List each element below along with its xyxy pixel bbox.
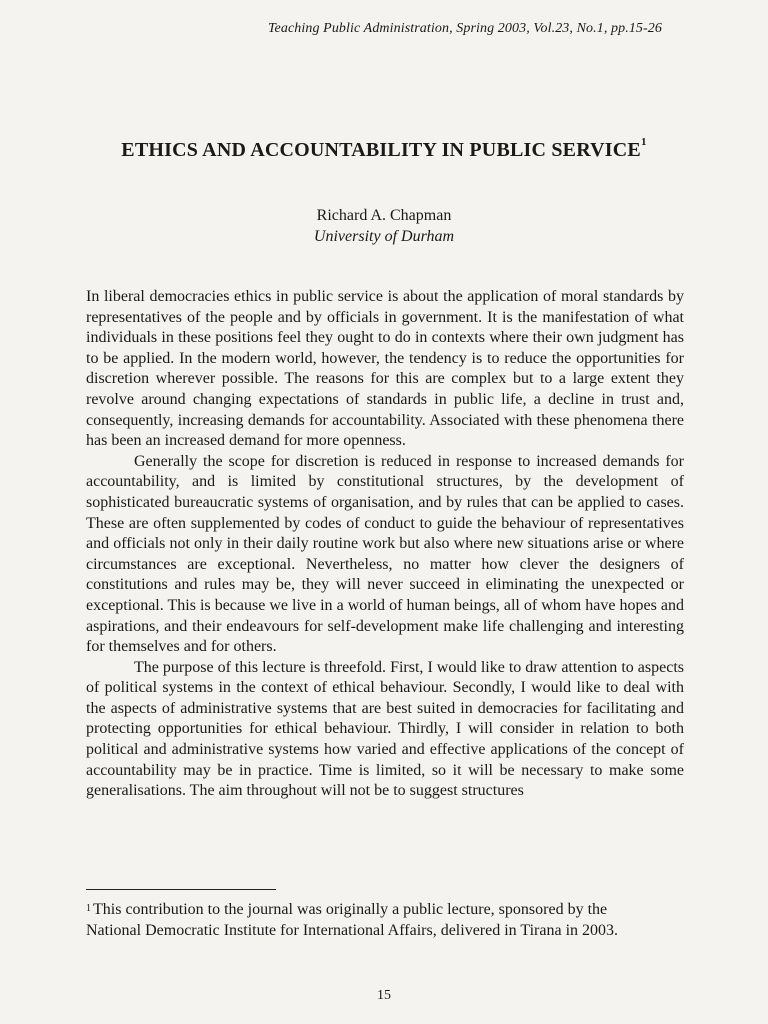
paragraph: The purpose of this lecture is threefold. First, I would like to draw attention to aspects of political systems in the context of ethical behaviour. Secondly, I would like to deal with the aspects of administrative systems that are best suited in democracies for facilitating and protecting opportunities for ethical behaviour. Thirdly, I will consider in relation to both political and administrative systems how varied and effective applications of the concept of accountability may be in practice. Time is limited, so it will be necessary to make some generalisations. The aim throughout will not be to suggest structures: [86, 658, 684, 800]
author-name: Richard A. Chapman: [316, 207, 452, 224]
footnote: [86, 899, 666, 941]
running-header: Teaching Public Administration, Spring 2003, Vol.23, No.1, pp.15-26: [267, 21, 662, 36]
body-text: [86, 287, 684, 802]
article-title-text: ETHICS AND ACCOUNTABILITY IN PUBLIC SERVICE: [121, 139, 641, 161]
title-footnote-marker[interactable]: 1: [640, 136, 647, 148]
author-block: [0, 205, 768, 247]
page-number: 15: [377, 988, 391, 1003]
article-title: [0, 136, 768, 162]
footnote-text: This contribution to the journal was originally a public lecture, sponsored by the National Democratic Institute for International Affairs, delivered in Tirana in 2003.: [86, 901, 619, 939]
paragraph: Generally the scope for discretion is reduced in response to increased demands for accountability, and is limited by constitutional structures, by the development of sophisticated bureaucratic systems of organisation, and by rules that can be applied to cases. These are often supplemented by codes of conduct to guide the behaviour of representatives and officials not only in their daily routine work but also where new situations arise or where circumstances are exceptional. Nevertheless, no matter how clever the designers of constitutions and rules may be, they will never succeed in eliminating the unexpected or exceptional. This is because we live in a world of human beings, all of whom have hopes and aspirations, and their endeavours for self-development make life challenging and interesting for themselves and for others.: [86, 452, 684, 656]
paragraph: In liberal democracies ethics in public service is about the application of moral standards by representatives of the people and by officials in government. It is the manifestation of what individuals in these positions feel they ought to do in contexts where their own judgment has to be applied. In the modern world, however, the tendency is to reduce the opportunities for discretion wherever possible. The reasons for this are complex but to a large extent they revolve around changing expectations of standards in public life, a decline in trust and, consequently, increasing demands for accountability. Associated with these phenomena there has been an increased demand for more openness.: [86, 288, 684, 450]
footnote-divider: [86, 889, 276, 890]
footnote-marker: 1: [86, 903, 91, 914]
author-affiliation: University of Durham: [313, 228, 455, 245]
